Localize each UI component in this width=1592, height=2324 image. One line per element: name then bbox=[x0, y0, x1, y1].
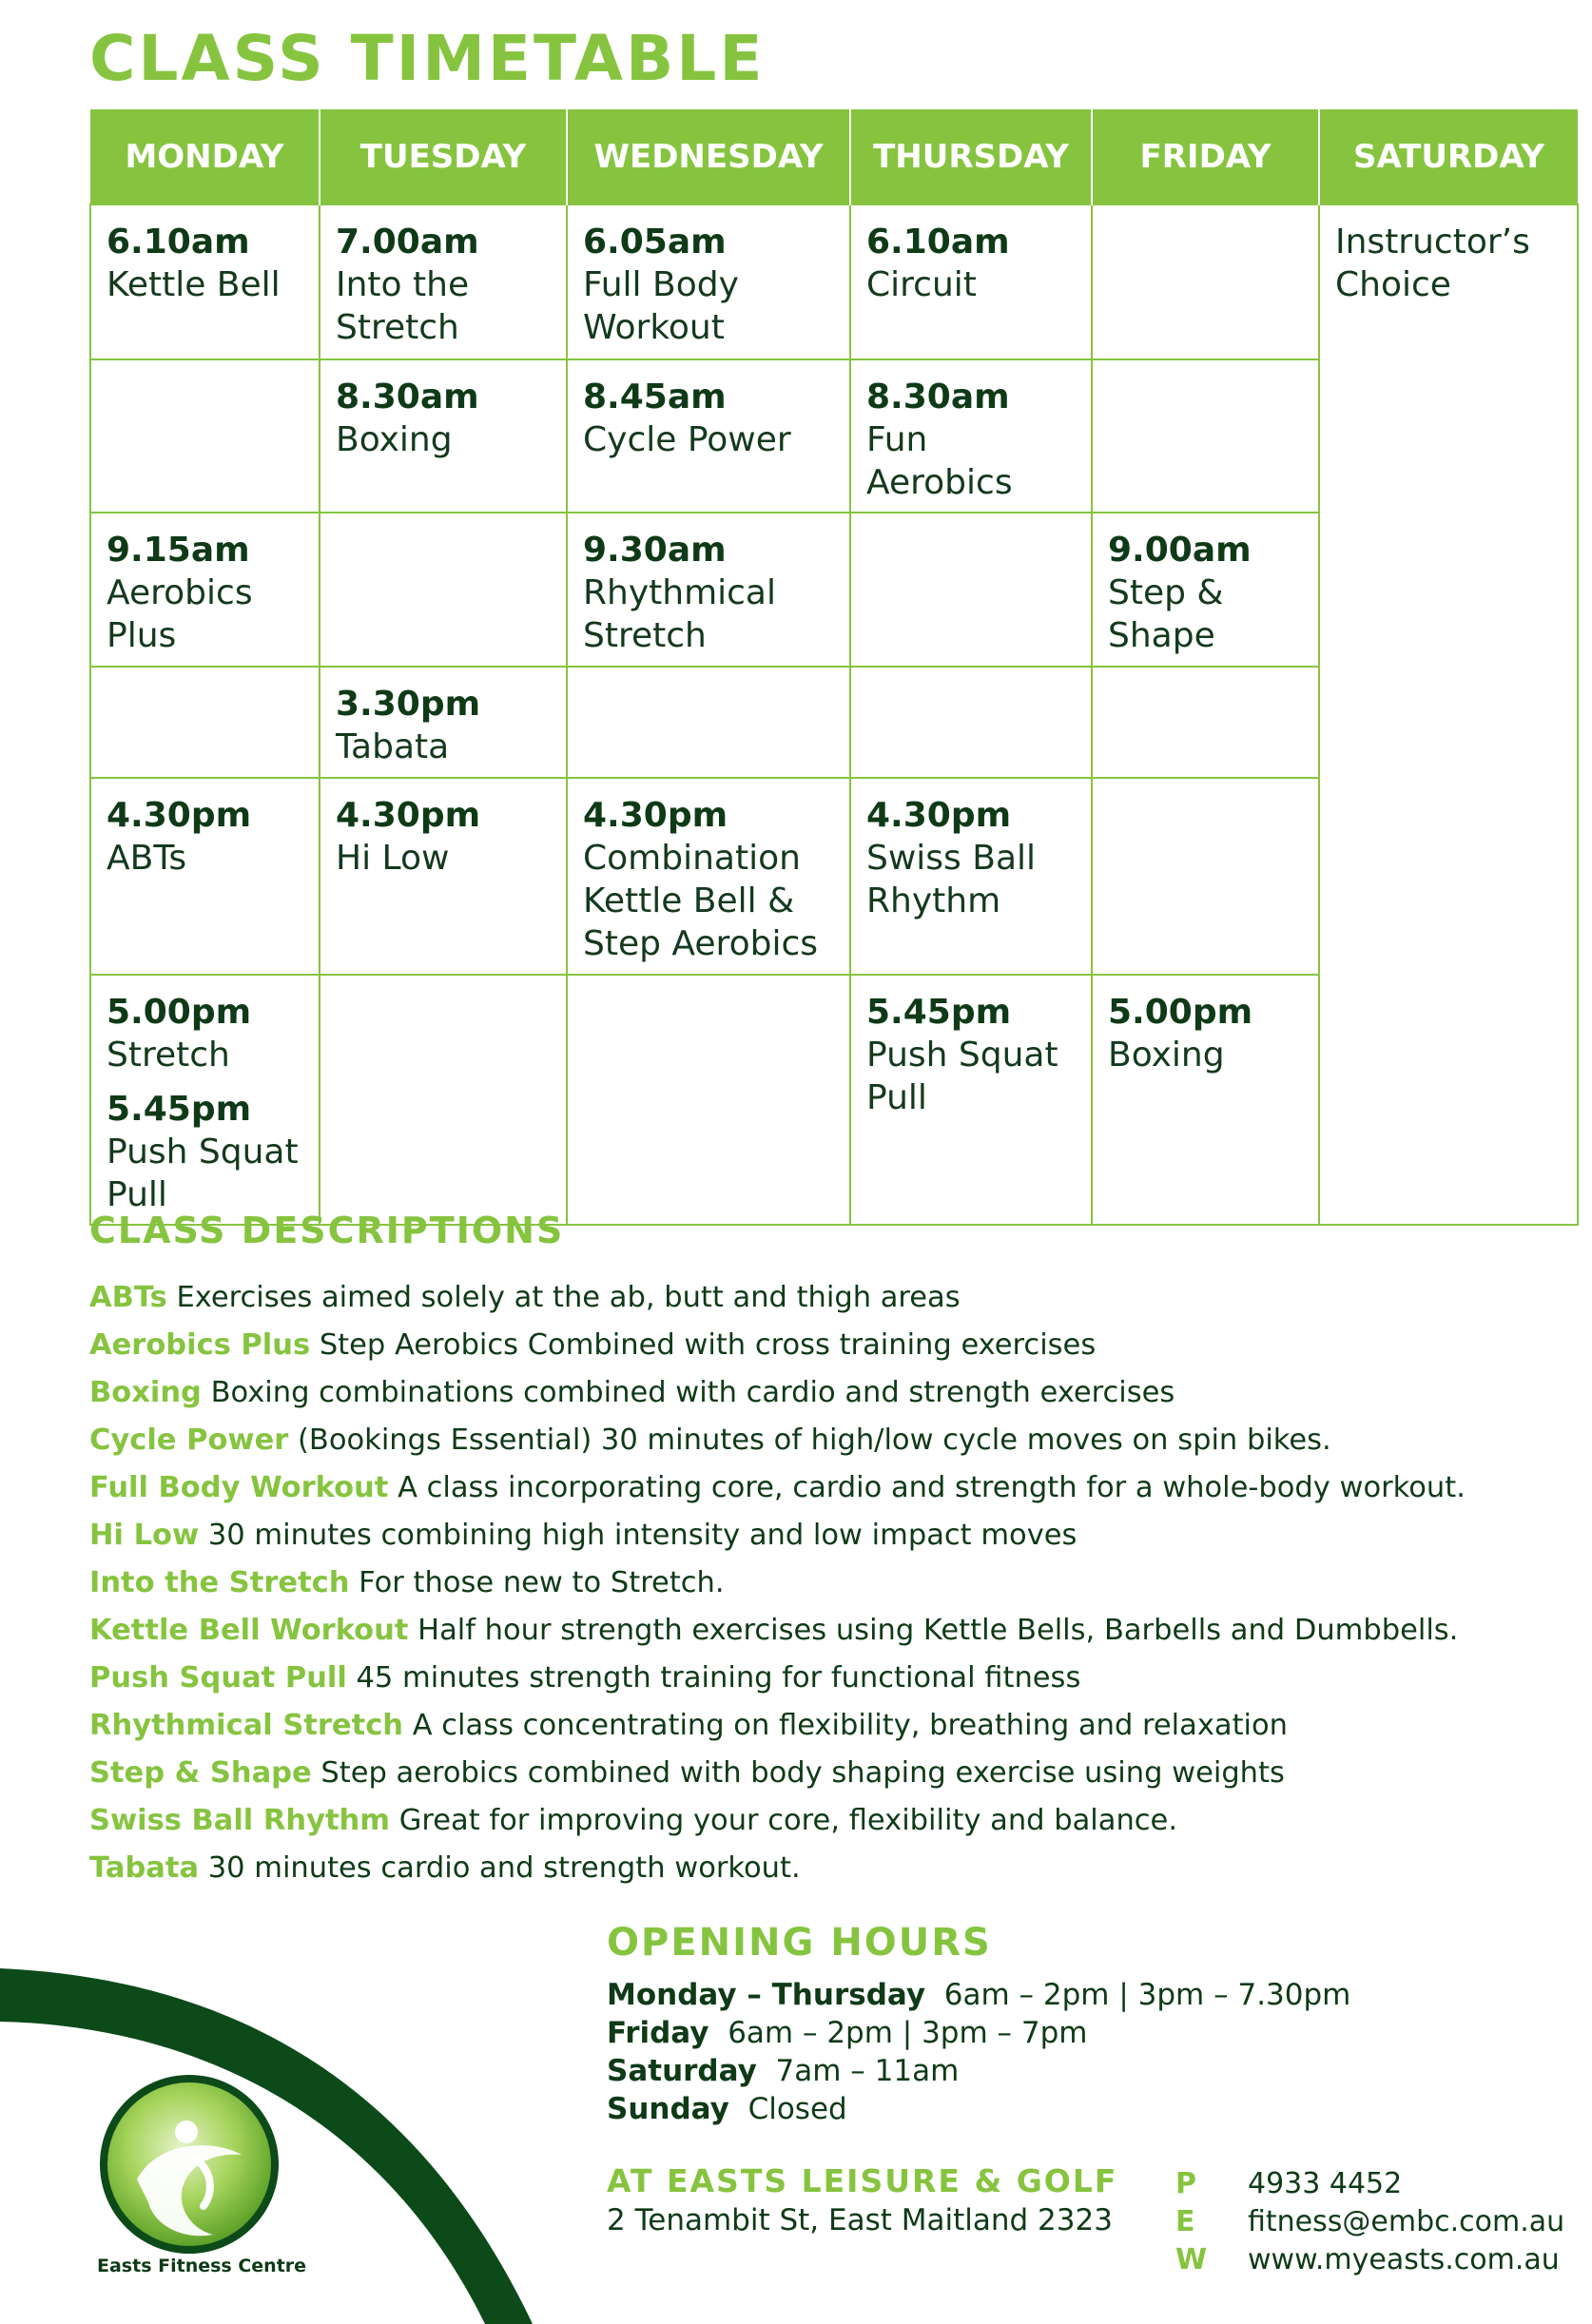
timetable-header-row bbox=[90, 109, 1578, 204]
hours-day: Sunday bbox=[607, 2092, 729, 2126]
phone-value[interactable]: 4933 4452 bbox=[1248, 2167, 1403, 2200]
class-cell-wednesday bbox=[567, 204, 850, 359]
description-item bbox=[89, 1559, 1573, 1607]
descriptions-title: CLASS DESCRIPTIONS bbox=[89, 1210, 565, 1251]
class-name: Shape bbox=[1108, 616, 1215, 655]
class-time: 5.00pm bbox=[1108, 993, 1253, 1032]
contact-details bbox=[1175, 2165, 1564, 2279]
class-cell-wednesday bbox=[567, 667, 850, 778]
class-time: 7.00am bbox=[336, 223, 479, 261]
class-cell-thursday bbox=[850, 667, 1092, 778]
timetable bbox=[89, 109, 1579, 1226]
day-header-thursday: THURSDAY bbox=[850, 109, 1092, 204]
description-term: Cycle Power bbox=[89, 1423, 289, 1457]
class-cell-friday bbox=[1092, 204, 1319, 359]
hours-value: 7am – 11am bbox=[775, 2054, 960, 2088]
class-cell-saturday bbox=[1319, 204, 1578, 1225]
email-key: E bbox=[1175, 2205, 1195, 2238]
day-header-friday: FRIDAY bbox=[1092, 109, 1319, 204]
class-cell-tuesday bbox=[320, 667, 567, 778]
description-term: Rhythmical Stretch bbox=[89, 1709, 403, 1742]
day-header-wednesday: WEDNESDAY bbox=[567, 109, 850, 204]
class-cell-monday bbox=[90, 513, 320, 667]
class-cell-tuesday bbox=[320, 778, 567, 975]
description-term: Step & Shape bbox=[89, 1756, 312, 1790]
description-term: Full Body Workout bbox=[89, 1471, 389, 1504]
hours-day: Monday – Thursday bbox=[607, 1978, 926, 2012]
class-cell-thursday bbox=[850, 975, 1092, 1225]
class-name: Full Body bbox=[583, 265, 739, 304]
location-title: AT EASTS LEISURE & GOLF bbox=[607, 2162, 1118, 2199]
class-time: 5.00pm bbox=[107, 993, 252, 1032]
description-term: Push Squat Pull bbox=[89, 1661, 347, 1695]
class-cell-thursday bbox=[850, 778, 1092, 975]
class-name: Plus bbox=[107, 616, 177, 655]
description-item bbox=[89, 1512, 1573, 1559]
class-name: Stretch bbox=[336, 308, 459, 347]
class-cell-monday bbox=[90, 359, 320, 513]
class-name: Kettle Bell bbox=[107, 265, 281, 304]
day-header-monday: MONDAY bbox=[90, 109, 320, 204]
class-cell-monday bbox=[90, 975, 320, 1225]
class-time: 8.45am bbox=[583, 378, 727, 416]
class-time: 4.30pm bbox=[336, 796, 481, 835]
class-time: 6.05am bbox=[583, 223, 727, 261]
description-text: A class incorporating core, cardio and strength for a whole-body workout. bbox=[398, 1471, 1466, 1504]
class-cell-monday bbox=[90, 667, 320, 778]
location-address: 2 Tenambit St, East Maitland 2323 bbox=[607, 2203, 1113, 2237]
description-item bbox=[89, 1417, 1573, 1464]
class-name: Pull bbox=[107, 1175, 167, 1214]
class-cell-monday bbox=[90, 204, 320, 359]
class-name: Boxing bbox=[336, 420, 453, 459]
description-item bbox=[89, 1274, 1573, 1322]
description-text: 30 minutes combining high intensity and low impact moves bbox=[207, 1519, 1078, 1552]
class-time: 5.45pm bbox=[866, 993, 1012, 1032]
class-name: Step Aerobics bbox=[583, 924, 818, 963]
class-cell-wednesday bbox=[567, 359, 850, 513]
description-item bbox=[89, 1607, 1573, 1655]
hours-value: 6am – 2pm | 3pm – 7.30pm bbox=[943, 1978, 1351, 2012]
hours-day: Friday bbox=[607, 2016, 709, 2050]
description-item bbox=[89, 1322, 1573, 1369]
description-term: Swiss Ball Rhythm bbox=[89, 1804, 391, 1837]
description-text: 30 minutes cardio and strength workout. bbox=[207, 1851, 801, 1885]
description-item bbox=[89, 1702, 1573, 1750]
description-item bbox=[89, 1845, 1573, 1892]
description-item bbox=[89, 1797, 1573, 1845]
class-cell-thursday bbox=[850, 359, 1092, 513]
hours-row bbox=[607, 1976, 1350, 2014]
description-term: Hi Low bbox=[89, 1519, 200, 1552]
class-cell-tuesday bbox=[320, 359, 567, 513]
description-term: Tabata bbox=[89, 1851, 200, 1885]
description-text: Half hour strength exercises using Kettle Bells, Barbells and Dumbbells. bbox=[417, 1614, 1459, 1647]
descriptions-list bbox=[89, 1274, 1573, 1892]
saturday-class-name: Instructor’s bbox=[1335, 223, 1530, 261]
timetable-row bbox=[90, 204, 1578, 359]
email-link[interactable]: fitness@embc.com.au bbox=[1248, 2205, 1565, 2238]
class-cell-wednesday bbox=[567, 513, 850, 667]
class-cell-wednesday bbox=[567, 975, 850, 1225]
web-key: W bbox=[1175, 2243, 1208, 2276]
class-time: 8.30am bbox=[866, 378, 1010, 416]
description-text: (Bookings Essential) 30 minutes of high/low cycle moves on spin bikes. bbox=[298, 1423, 1331, 1457]
opening-hours bbox=[607, 1976, 1350, 2128]
class-name: Rhythm bbox=[866, 881, 1001, 920]
description-text: Step Aerobics Combined with cross training exercises bbox=[319, 1328, 1097, 1362]
class-time: 8.30am bbox=[336, 378, 479, 416]
class-time: 4.30pm bbox=[107, 796, 252, 835]
class-name: Push Squat bbox=[866, 1036, 1058, 1075]
class-cell-monday bbox=[90, 778, 320, 975]
description-text: Step aerobics combined with body shaping exercise using weights bbox=[320, 1756, 1285, 1790]
class-time: 4.30pm bbox=[583, 796, 728, 835]
hours-value: 6am – 2pm | 3pm – 7pm bbox=[728, 2016, 1088, 2050]
class-name: Workout bbox=[583, 308, 725, 347]
class-cell-thursday bbox=[850, 513, 1092, 667]
class-name: Tabata bbox=[336, 727, 450, 766]
phone-key: P bbox=[1175, 2167, 1196, 2200]
class-cell-friday bbox=[1092, 778, 1319, 975]
cell-spacer bbox=[107, 1076, 303, 1088]
class-cell-friday bbox=[1092, 513, 1319, 667]
class-name: Kettle Bell & bbox=[583, 881, 795, 920]
hours-row bbox=[607, 2014, 1350, 2052]
class-time: 6.10am bbox=[107, 223, 250, 261]
description-text: For those new to Stretch. bbox=[359, 1566, 725, 1599]
description-term: Boxing bbox=[89, 1376, 202, 1409]
class-name: Circuit bbox=[866, 265, 977, 304]
class-cell-tuesday bbox=[320, 513, 567, 667]
description-term: ABTs bbox=[89, 1281, 167, 1314]
opening-hours-title: OPENING HOURS bbox=[607, 1921, 992, 1965]
class-cell-tuesday bbox=[320, 204, 567, 359]
class-cell-friday bbox=[1092, 359, 1319, 513]
class-time: 9.00am bbox=[1108, 531, 1252, 570]
contact-phone bbox=[1175, 2165, 1564, 2203]
description-text: Great for improving your core, flexibility and balance. bbox=[398, 1804, 1178, 1837]
class-time: 6.10am bbox=[866, 223, 1010, 261]
class-name: Hi Low bbox=[336, 839, 450, 878]
class-cell-wednesday bbox=[567, 778, 850, 975]
class-name: Stretch bbox=[583, 616, 707, 655]
website-link[interactable]: www.myeasts.com.au bbox=[1248, 2243, 1560, 2276]
description-text: Exercises aimed solely at the ab, butt and thigh areas bbox=[176, 1281, 961, 1314]
description-term: Kettle Bell Workout bbox=[89, 1614, 409, 1647]
class-time: 5.45pm bbox=[107, 1090, 252, 1129]
class-time: 9.15am bbox=[107, 531, 250, 570]
class-name: Cycle Power bbox=[583, 420, 791, 459]
page-title: CLASS TIMETABLE bbox=[89, 22, 766, 95]
class-name: Fun Aerobics bbox=[866, 420, 1013, 502]
class-name: Stretch bbox=[107, 1036, 230, 1075]
hours-day: Saturday bbox=[607, 2054, 757, 2088]
class-name: Boxing bbox=[1108, 1036, 1225, 1075]
class-name: Swiss Ball bbox=[866, 839, 1037, 878]
description-item bbox=[89, 1750, 1573, 1797]
description-term: Aerobics Plus bbox=[89, 1328, 311, 1362]
class-name: Push Squat bbox=[107, 1133, 299, 1172]
description-text: Boxing combinations combined with cardio and strength exercises bbox=[210, 1376, 1175, 1409]
hours-row bbox=[607, 2052, 1350, 2090]
contact-web bbox=[1175, 2241, 1564, 2279]
class-name: Step & bbox=[1108, 573, 1224, 612]
easts-fitness-logo bbox=[91, 2073, 287, 2269]
description-term: Into the Stretch bbox=[89, 1566, 350, 1599]
class-name: Combination bbox=[583, 839, 801, 878]
class-cell-thursday bbox=[850, 204, 1092, 359]
description-text: 45 minutes strength training for functional fitness bbox=[356, 1661, 1081, 1695]
class-time: 4.30pm bbox=[866, 796, 1012, 835]
day-header-saturday: SATURDAY bbox=[1319, 109, 1578, 204]
class-name: Into the bbox=[336, 265, 470, 304]
saturday-class-name: Choice bbox=[1335, 265, 1451, 304]
class-cell-friday bbox=[1092, 667, 1319, 778]
hours-row bbox=[607, 2090, 1350, 2128]
class-name: Pull bbox=[866, 1078, 927, 1117]
description-item bbox=[89, 1369, 1573, 1417]
description-item bbox=[89, 1464, 1573, 1512]
class-name: Rhythmical bbox=[583, 573, 776, 612]
class-time: 3.30pm bbox=[336, 685, 481, 724]
day-header-tuesday: TUESDAY bbox=[320, 109, 567, 204]
class-time: 9.30am bbox=[583, 531, 727, 570]
class-cell-tuesday bbox=[320, 975, 567, 1225]
class-name: Aerobics bbox=[107, 573, 253, 612]
contact-email bbox=[1175, 2203, 1564, 2241]
class-cell-friday bbox=[1092, 975, 1319, 1225]
description-item bbox=[89, 1655, 1573, 1702]
class-name: ABTs bbox=[107, 839, 187, 878]
description-text: A class concentrating on flexibility, breathing and relaxation bbox=[412, 1709, 1289, 1742]
logo-caption: Easts Fitness Centre bbox=[97, 2256, 307, 2276]
hours-value: Closed bbox=[747, 2092, 847, 2126]
